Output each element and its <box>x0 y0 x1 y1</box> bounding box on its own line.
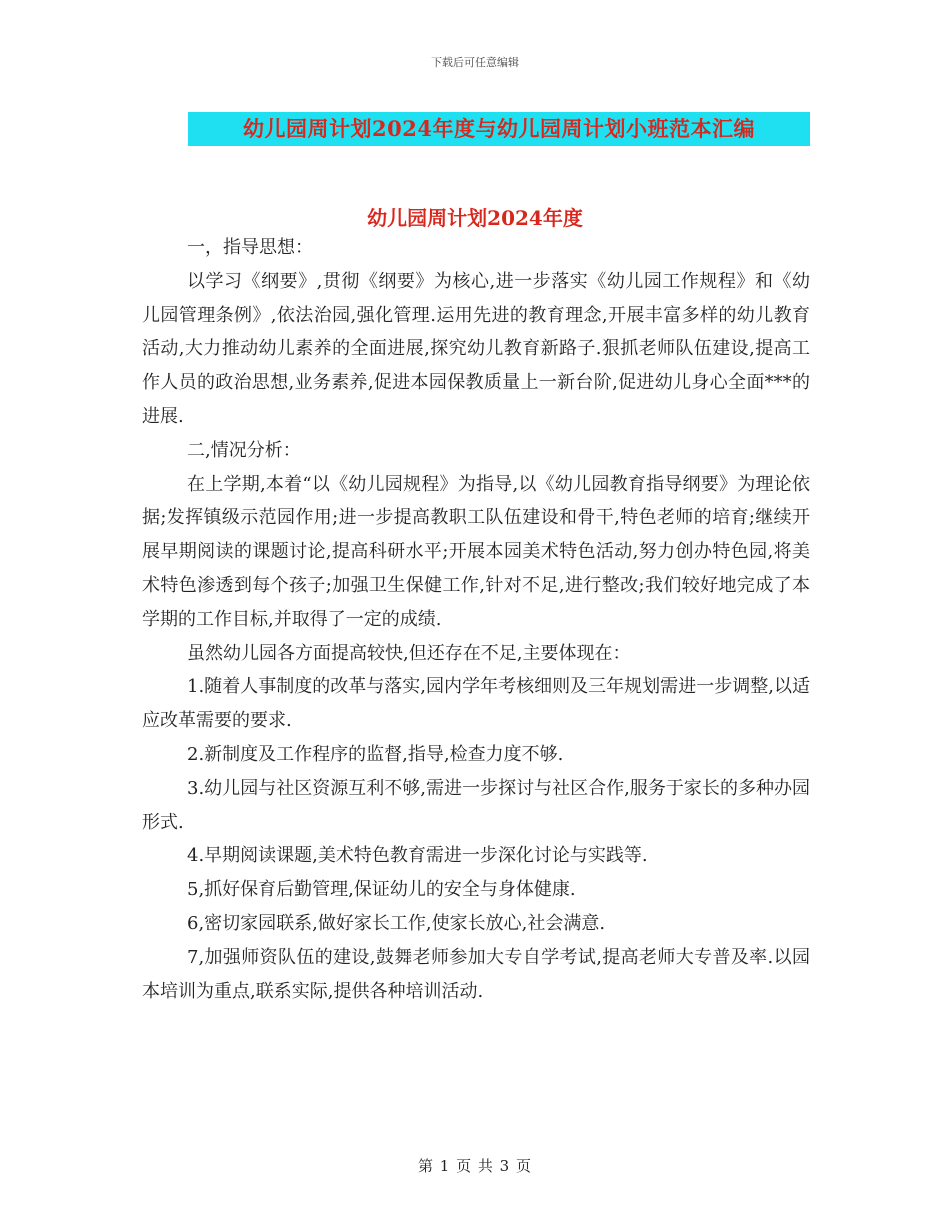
list-item: 7,加强师资队伍的建设,鼓舞老师参加大专自学考试,提高老师大专普及率.以园本培训为重点,联系实际,提供各种培训活动. <box>142 946 810 1002</box>
paragraph-heading-situation-analysis: 二,情况分析： <box>187 439 301 461</box>
paragraph-heading-guiding-thought: 一，指导思想： <box>187 237 313 258</box>
list-item: 1.随着人事制度的改革与落实,园内学年考核细则及三年规划需进一步调整,以适应改革需要的要求. <box>142 676 810 732</box>
list-item: 4.早期阅读课题,美术特色教育需进一步深化讨论与实践等. <box>187 845 648 867</box>
list-item: 5,抓好保育后勤管理,保证幼儿的安全与身体健康. <box>187 879 576 901</box>
section-title: 幼儿园周计划2024年度 <box>367 206 583 230</box>
list-item: 2.新制度及工作程序的监督,指导,检查力度不够. <box>187 743 564 765</box>
header-note: 下载后可任意编辑 <box>431 56 519 69</box>
list-item: 6,密切家园联系,做好家长工作,使家长放心,社会满意. <box>187 912 606 934</box>
document-body <box>142 231 810 1008</box>
page-footer: 第 1 页 共 3 页 <box>418 1157 532 1175</box>
paragraph: 以学习《纲要》,贯彻《纲要》为核心,进一步落实《幼儿园工作规程》和《幼儿园管理条例》,依法治园,强化管理.运用先进的教育理念,开展丰富多样的幼儿教育活动,大力推动幼儿素养的全面进展,探究幼儿教育新路子.狠抓老师队伍建设,提高工作人员的政治思想,业务素养,促进本园保教质量上一新台阶,促进幼儿身心全面***的进展. <box>142 270 810 427</box>
document-title: 幼儿园周计划2024年度与幼儿园周计划小班范本汇编 <box>188 112 810 146</box>
paragraph: 在上学期,本着“以《幼儿园规程》为指导,以《幼儿园教育指导纲要》为理论依据;发挥镇级示范园作用;进一步提高教职工队伍建设和骨干,特色老师的培育;继续开展早期阅读的课题讨论,提高科研水平;开展本园美术特色活动,努力创办特色园,将美术特色渗透到每个孩子;加强卫生保健工作,针对不足,进行整改;我们较好地完成了本学期的工作目标,并取得了一定的成绩. <box>142 473 810 630</box>
list-item: 3.幼儿园与社区资源互利不够,需进一步探讨与社区合作,服务于家长的多种办园形式. <box>142 777 810 833</box>
paragraph: 虽然幼儿园各方面提高较快,但还存在不足,主要体现在： <box>187 642 631 664</box>
